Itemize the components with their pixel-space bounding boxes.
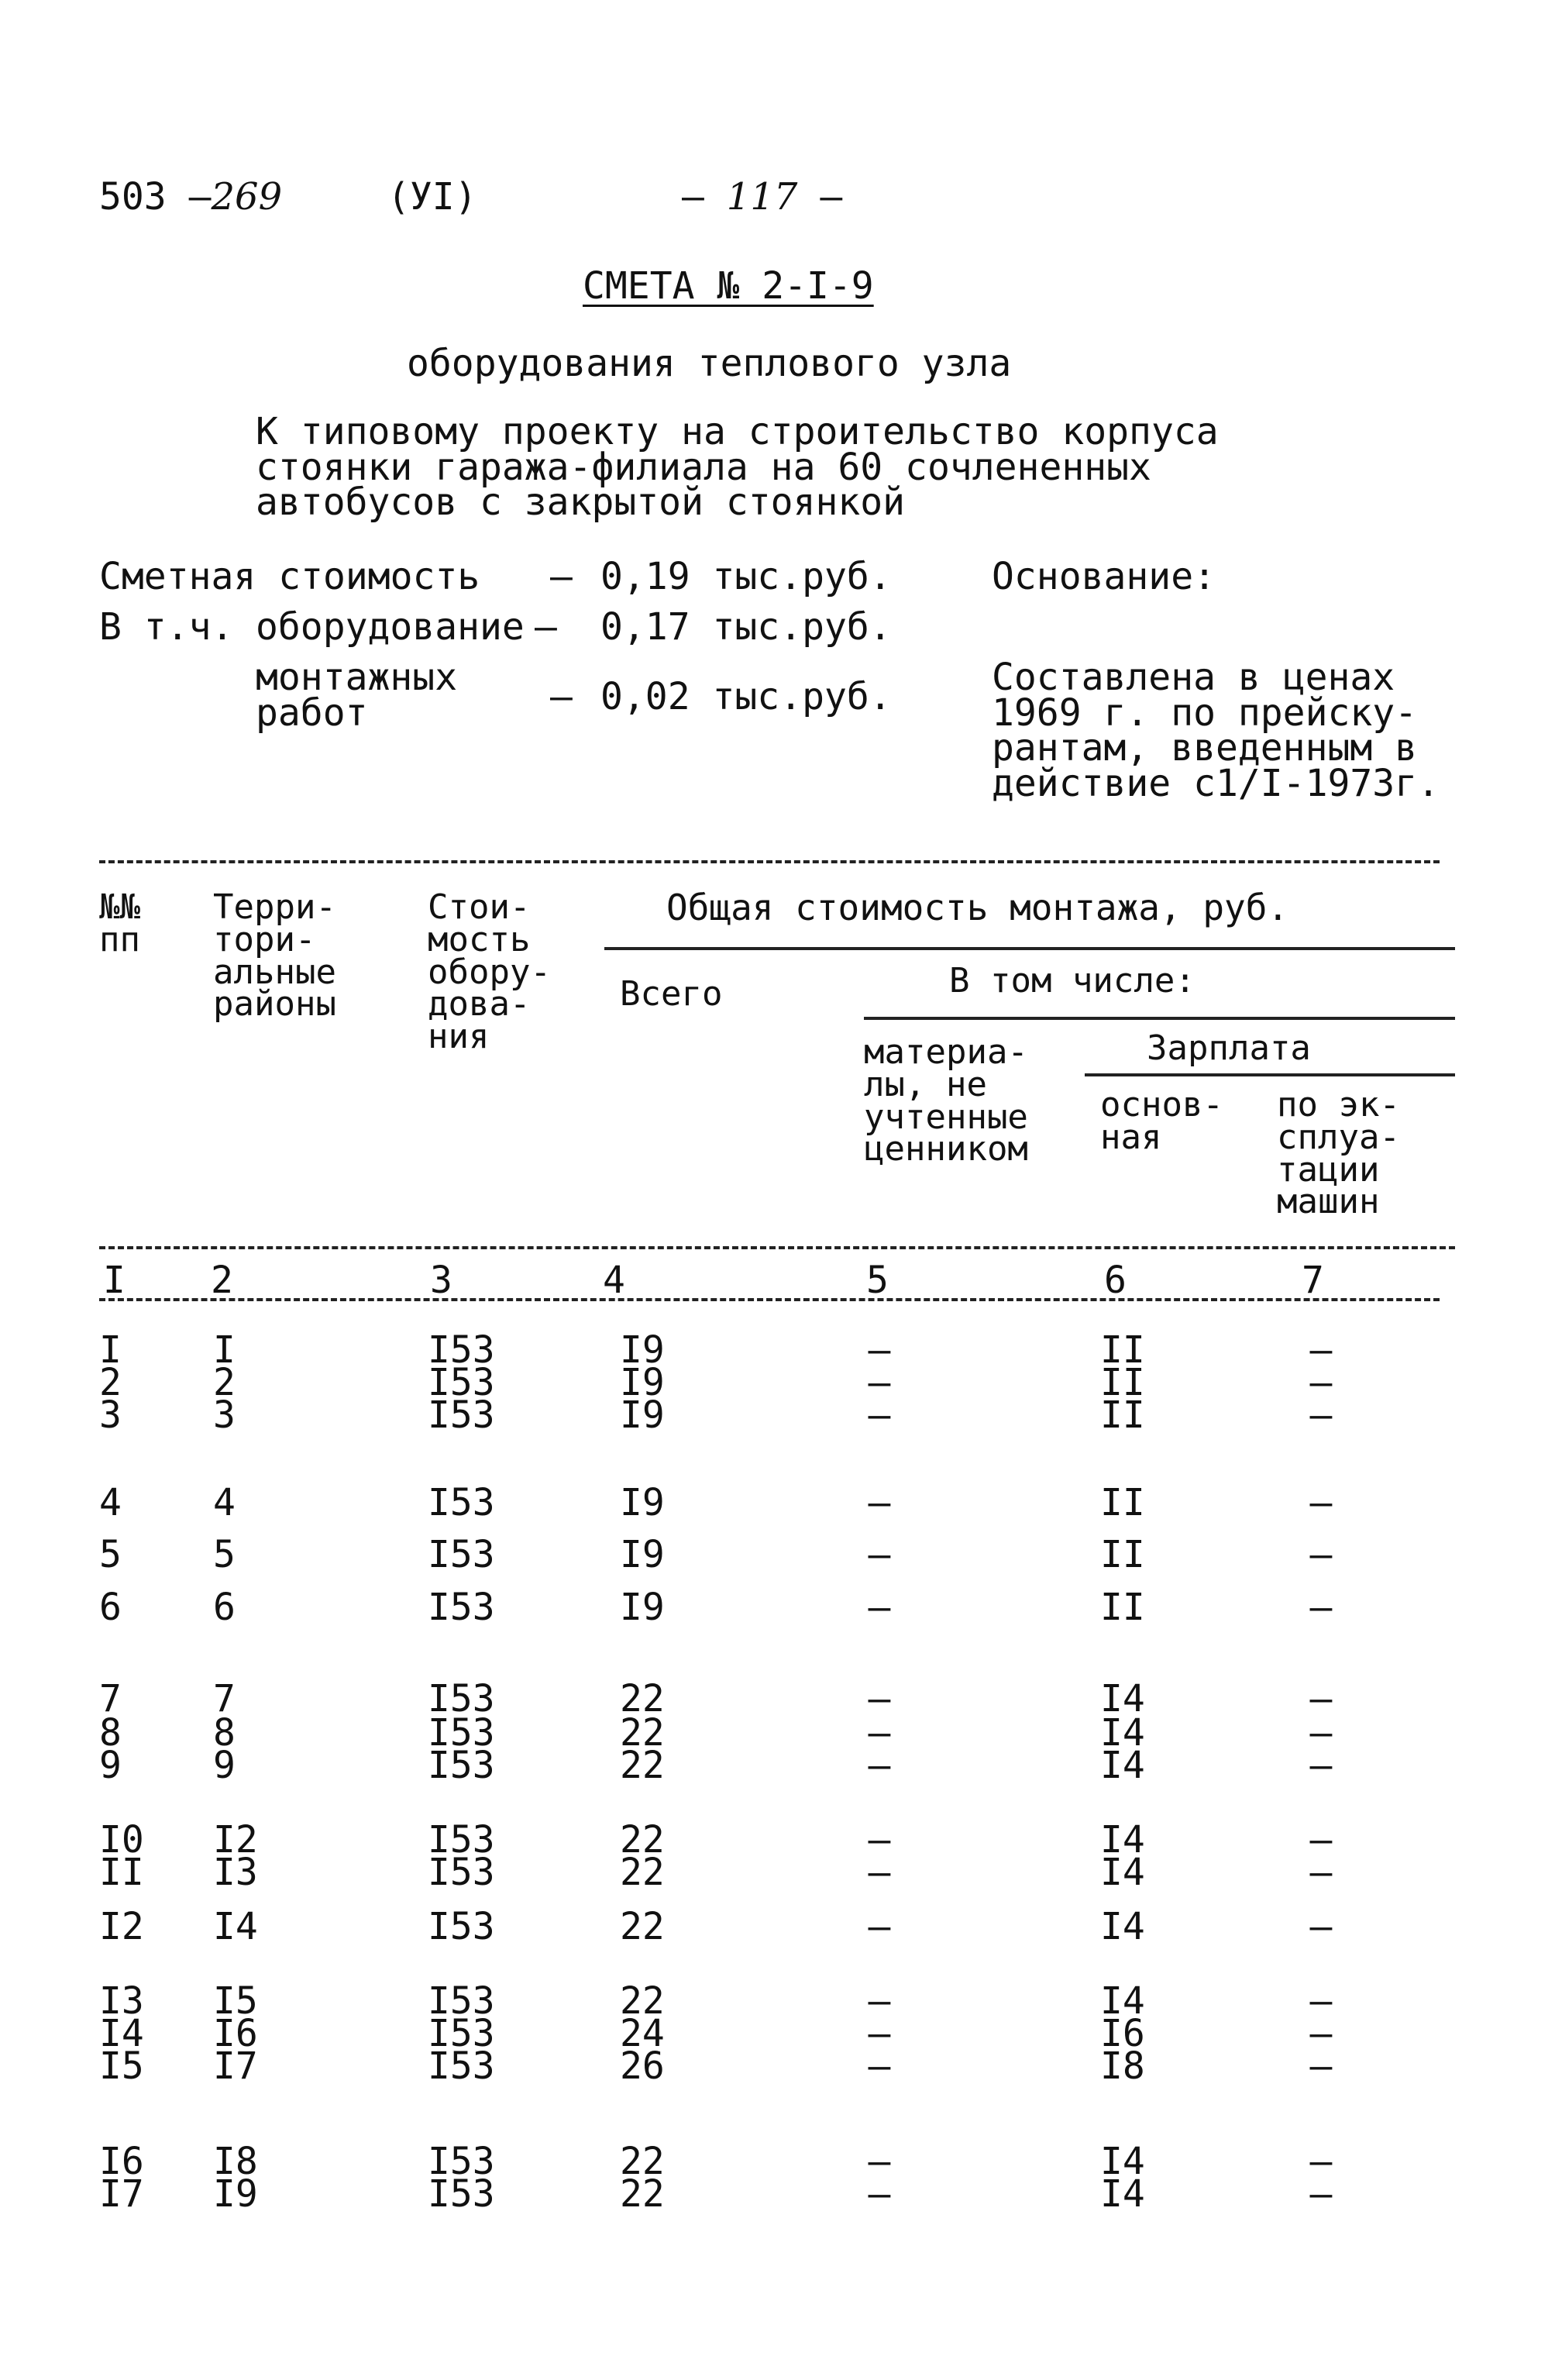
- volume-number: (УI): [387, 175, 477, 219]
- cell-equipment-cost: I53: [428, 1711, 495, 1755]
- column-number: 6: [1104, 1259, 1127, 1302]
- cell-equipment-cost: I53: [428, 1481, 495, 1524]
- cell-region: 3: [213, 1393, 236, 1437]
- cell-equipment-cost: I53: [428, 1818, 495, 1862]
- header-line: №№: [99, 887, 140, 927]
- equipment-cost-dash: –: [535, 605, 557, 649]
- cell-row-number: 4: [99, 1481, 122, 1524]
- header-installation-total-group: Общая стоимость монтажа, руб.: [666, 887, 1289, 928]
- project-description: [256, 410, 1219, 525]
- cell-salary-basic: II: [1100, 1533, 1145, 1576]
- cell-equipment-cost: I53: [428, 1677, 495, 1720]
- cell-total: I9: [620, 1361, 665, 1404]
- cell-salary-basic: I4: [1100, 1677, 1145, 1720]
- cell-row-number: I6: [99, 2140, 144, 2183]
- cell-equipment-cost: I53: [428, 1744, 495, 1787]
- cell-salary-machines: –: [1309, 1711, 1333, 1755]
- total-cost-dash: –: [550, 555, 573, 598]
- cell-salary-machines: –: [1309, 1677, 1333, 1720]
- installation-cost-dash: –: [550, 675, 573, 718]
- document-code-handwritten: 269: [211, 175, 283, 219]
- cell-materials: –: [868, 1979, 891, 2023]
- cell-materials: –: [868, 1533, 891, 1576]
- cell-region: I4: [213, 1905, 258, 1948]
- total-cost-label: Сметная стоимость: [99, 555, 480, 598]
- header-rule-salary: [1085, 1073, 1455, 1076]
- cell-materials: –: [868, 2172, 891, 2216]
- including-label: В т.ч.: [99, 605, 234, 649]
- cell-region: 8: [213, 1711, 236, 1755]
- header-row-number: [99, 887, 140, 959]
- installation-label-line: монтажных: [256, 656, 458, 699]
- cell-row-number: I: [99, 1328, 122, 1372]
- header-equipment-cost: [428, 887, 551, 1057]
- cell-salary-machines: –: [1309, 1586, 1333, 1629]
- cell-total: 26: [620, 2044, 665, 2088]
- cell-equipment-cost: I53: [428, 1979, 495, 2023]
- column-number: 3: [430, 1259, 452, 1302]
- cell-materials: –: [868, 1905, 891, 1948]
- cell-row-number: 9: [99, 1744, 122, 1787]
- installation-label-line: работ: [256, 691, 368, 735]
- header-line: машин: [1277, 1182, 1380, 1222]
- header-materials: [864, 1032, 1028, 1169]
- header-line: по эк-: [1277, 1085, 1400, 1125]
- cell-total: 22: [620, 2172, 665, 2216]
- cell-salary-basic: I4: [1100, 1711, 1145, 1755]
- cell-total: I9: [620, 1533, 665, 1576]
- cell-salary-basic: I4: [1100, 2172, 1145, 2216]
- cell-materials: –: [868, 1481, 891, 1524]
- cell-row-number: I4: [99, 2012, 144, 2055]
- cell-total: 22: [620, 2140, 665, 2183]
- cell-salary-basic: I6: [1100, 2012, 1145, 2055]
- cell-materials: –: [868, 1586, 891, 1629]
- header-line: сплуа-: [1277, 1117, 1400, 1157]
- cell-salary-basic: II: [1100, 1361, 1145, 1404]
- cell-salary-machines: –: [1309, 1979, 1333, 2023]
- cell-equipment-cost: I53: [428, 2172, 495, 2216]
- cell-total: 22: [620, 1905, 665, 1948]
- cell-region: I3: [213, 1851, 258, 1894]
- header-rule-including: [864, 1017, 1455, 1020]
- column-number: 2: [211, 1259, 233, 1302]
- basis-text-line: Составлена в ценах: [992, 656, 1395, 699]
- basis-text-line: действие с1/I-1973г.: [992, 761, 1440, 805]
- cell-equipment-cost: I53: [428, 2012, 495, 2055]
- cell-salary-machines: –: [1309, 1481, 1333, 1524]
- installation-cost-value: 0,02 тыс.руб.: [600, 675, 892, 718]
- total-cost-value: 0,19 тыс.руб.: [600, 555, 892, 598]
- cell-total: 22: [620, 1818, 665, 1862]
- cell-salary-machines: –: [1309, 1851, 1333, 1894]
- cell-region: I8: [213, 2140, 258, 2183]
- cell-row-number: 6: [99, 1586, 122, 1629]
- project-description-line: К типовому проекту на строительство корпуса: [256, 410, 1219, 453]
- cell-salary-basic: I4: [1100, 1818, 1145, 1862]
- cell-salary-machines: –: [1309, 1905, 1333, 1948]
- cell-total: I9: [620, 1586, 665, 1629]
- cell-equipment-cost: I53: [428, 2140, 495, 2183]
- cell-salary-machines: –: [1309, 1328, 1333, 1372]
- basis-text-line: рантам, введенным в: [992, 726, 1418, 770]
- cell-materials: –: [868, 1677, 891, 1720]
- cell-region: I: [213, 1328, 236, 1372]
- header-line: районы: [213, 984, 336, 1025]
- cell-salary-machines: –: [1309, 2140, 1333, 2183]
- cell-salary-machines: –: [1309, 2012, 1333, 2055]
- cell-row-number: I7: [99, 2172, 144, 2216]
- cell-region: 6: [213, 1586, 236, 1629]
- cell-row-number: I0: [99, 1818, 144, 1862]
- cell-total: 22: [620, 1677, 665, 1720]
- cell-equipment-cost: I53: [428, 1851, 495, 1894]
- cell-materials: –: [868, 1328, 891, 1372]
- equipment-cost-label: оборудование: [256, 605, 525, 649]
- cell-equipment-cost: I53: [428, 1586, 495, 1629]
- column-number: 5: [866, 1259, 889, 1302]
- cell-salary-machines: –: [1309, 2172, 1333, 2216]
- header-line: Терри-: [213, 887, 336, 927]
- cell-region: I9: [213, 2172, 258, 2216]
- cell-row-number: I2: [99, 1905, 144, 1948]
- cell-salary-basic: I8: [1100, 2044, 1145, 2088]
- header-line: пп: [99, 919, 140, 959]
- header-line: учтенные: [864, 1097, 1028, 1137]
- cell-equipment-cost: I53: [428, 1905, 495, 1948]
- header-salary-group: Зарплата: [1147, 1028, 1311, 1068]
- header-including: В том числе:: [949, 961, 1195, 1001]
- cell-salary-machines: –: [1309, 2044, 1333, 2088]
- cell-salary-machines: –: [1309, 1744, 1333, 1787]
- table-top-dashed-line: [99, 860, 1440, 863]
- cell-total: I9: [620, 1393, 665, 1437]
- cell-total: 22: [620, 1851, 665, 1894]
- header-line: обору-: [428, 952, 551, 992]
- header-salary-machines: [1277, 1085, 1400, 1222]
- cell-salary-basic: I4: [1100, 1905, 1145, 1948]
- cell-salary-basic: II: [1100, 1393, 1145, 1437]
- header-line: ния: [428, 1017, 490, 1057]
- header-line: альные: [213, 952, 336, 992]
- project-description-line: стоянки гаража-филиала на 60 сочлененных: [256, 445, 1151, 489]
- header-bottom-dashed-line: [99, 1246, 1455, 1249]
- cell-region: I7: [213, 2044, 258, 2088]
- cell-materials: –: [868, 2044, 891, 2088]
- column-number: 7: [1302, 1259, 1324, 1302]
- cell-region: I2: [213, 1818, 258, 1862]
- cell-row-number: I5: [99, 2044, 144, 2088]
- header-line: тори-: [213, 919, 316, 959]
- header-line: мость: [428, 919, 531, 959]
- cell-materials: –: [868, 1851, 891, 1894]
- column-numbers-dashed-line: [99, 1298, 1440, 1301]
- cell-total: 22: [620, 1711, 665, 1755]
- cell-materials: –: [868, 1818, 891, 1862]
- header-line: ценником: [864, 1129, 1028, 1169]
- cell-equipment-cost: I53: [428, 1533, 495, 1576]
- equipment-cost-value: 0,17 тыс.руб.: [600, 605, 892, 649]
- basis-label: Основание:: [992, 555, 1216, 598]
- basis-text: [992, 656, 1440, 805]
- cell-region: 5: [213, 1533, 236, 1576]
- cell-row-number: I3: [99, 1979, 144, 2023]
- cell-equipment-cost: I53: [428, 1328, 495, 1372]
- header-line: лы, не: [864, 1064, 987, 1104]
- document-code-number: 503: [99, 175, 167, 219]
- cell-equipment-cost: I53: [428, 1393, 495, 1437]
- installation-cost-label: [256, 656, 458, 735]
- basis-text-line: 1969 г. по прейску-: [992, 691, 1418, 735]
- cell-row-number: 3: [99, 1393, 122, 1437]
- cell-total: I9: [620, 1481, 665, 1524]
- header-rule-total: [604, 947, 1455, 950]
- header-total: Всего: [620, 974, 723, 1014]
- cell-row-number: II: [99, 1851, 144, 1894]
- cell-row-number: 2: [99, 1361, 122, 1404]
- cell-materials: –: [868, 1393, 891, 1437]
- cell-salary-basic: I4: [1100, 1744, 1145, 1787]
- document-code: 503 –269: [99, 175, 283, 219]
- header-line: материа-: [864, 1032, 1028, 1072]
- cell-materials: –: [868, 1361, 891, 1404]
- cell-salary-machines: –: [1309, 1393, 1333, 1437]
- cell-salary-basic: I4: [1100, 2140, 1145, 2183]
- cell-row-number: 7: [99, 1677, 122, 1720]
- cell-salary-basic: II: [1100, 1481, 1145, 1524]
- page-number: – 117 –: [682, 175, 843, 219]
- cell-region: 9: [213, 1744, 236, 1787]
- header-line: тации: [1277, 1149, 1380, 1190]
- cell-salary-machines: –: [1309, 1818, 1333, 1862]
- cell-total: 22: [620, 1979, 665, 2023]
- header-line: дова-: [428, 984, 531, 1025]
- cell-materials: –: [868, 2012, 891, 2055]
- cell-materials: –: [868, 1744, 891, 1787]
- header-line: Стои-: [428, 887, 531, 927]
- column-number: 4: [603, 1259, 625, 1302]
- header-salary-basic: [1100, 1085, 1223, 1157]
- cell-salary-basic: I4: [1100, 1851, 1145, 1894]
- cell-region: I6: [213, 2012, 258, 2055]
- estimate-subtitle: оборудования теплового узла: [407, 342, 1012, 385]
- cell-equipment-cost: I53: [428, 2044, 495, 2088]
- cell-materials: –: [868, 2140, 891, 2183]
- cell-region: 7: [213, 1677, 236, 1720]
- cell-row-number: 5: [99, 1533, 122, 1576]
- cell-total: 24: [620, 2012, 665, 2055]
- page-number-value: 117: [726, 175, 798, 219]
- header-territorial-regions: [213, 887, 336, 1025]
- header-line: основ-: [1100, 1085, 1223, 1125]
- cell-row-number: 8: [99, 1711, 122, 1755]
- cell-salary-basic: II: [1100, 1586, 1145, 1629]
- cell-salary-basic: I4: [1100, 1979, 1145, 2023]
- estimate-title: СМЕТА № 2-I-9: [583, 264, 874, 308]
- project-description-line: автобусов с закрытой стоянкой: [256, 480, 906, 525]
- header-line: ная: [1100, 1117, 1162, 1157]
- cell-salary-machines: –: [1309, 1361, 1333, 1404]
- cell-materials: –: [868, 1711, 891, 1755]
- cell-total: I9: [620, 1328, 665, 1372]
- column-number: I: [103, 1259, 126, 1302]
- cell-salary-basic: II: [1100, 1328, 1145, 1372]
- cell-equipment-cost: I53: [428, 1361, 495, 1404]
- cell-salary-machines: –: [1309, 1533, 1333, 1576]
- cell-region: 2: [213, 1361, 236, 1404]
- cell-region: I5: [213, 1979, 258, 2023]
- cell-region: 4: [213, 1481, 236, 1524]
- cell-total: 22: [620, 1744, 665, 1787]
